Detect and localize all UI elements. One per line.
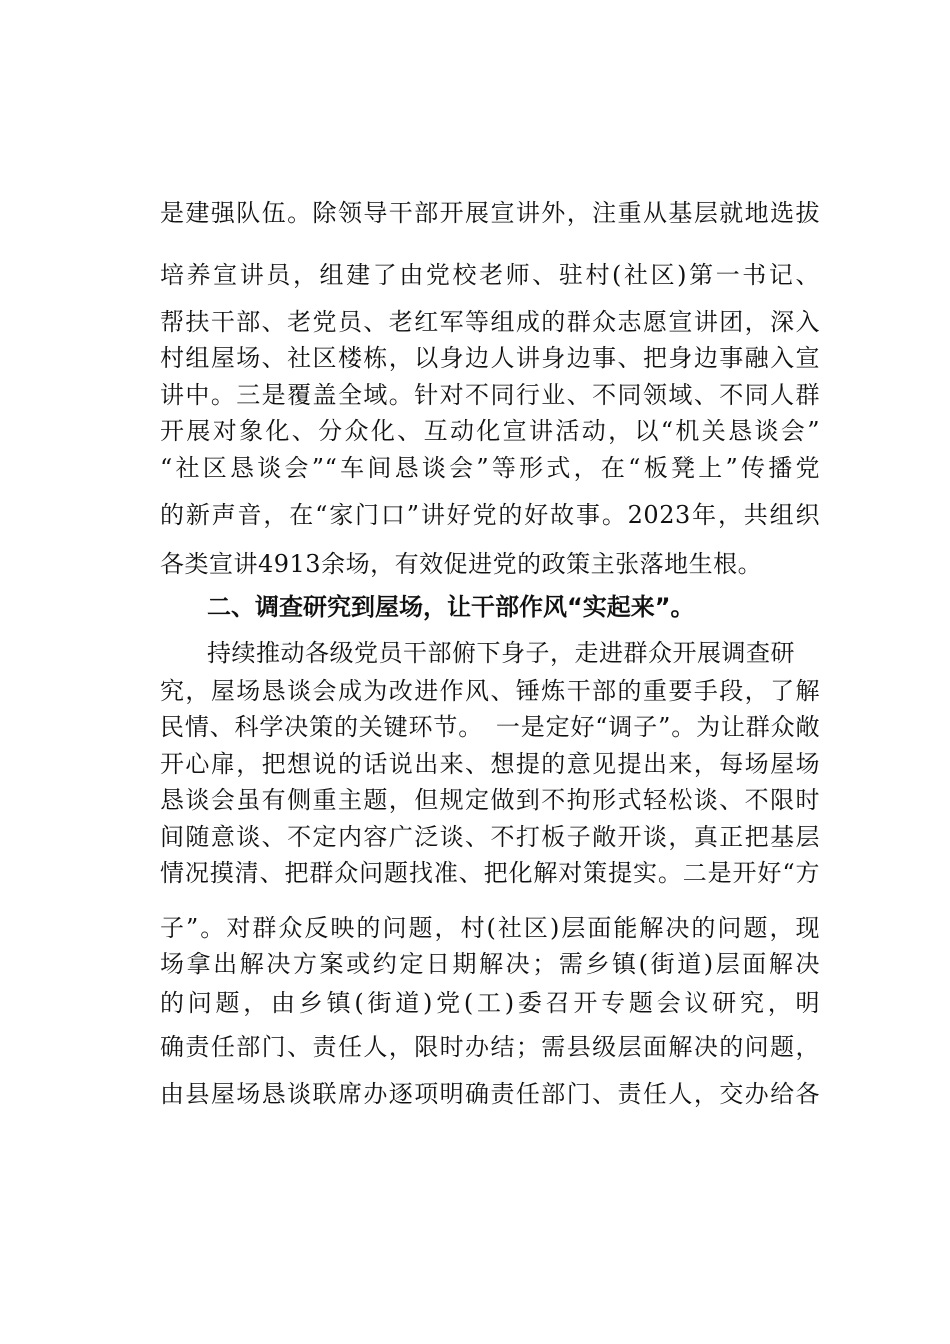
paragraph-line: 的问题，由乡镇(街道)党(工)委召开专题会议研究，明 xyxy=(160,989,820,1017)
paragraph-line: 场拿出解决方案或约定日期解决；需乡镇(街道)层面解决 xyxy=(160,950,820,978)
paragraph-line: 开展对象化、分众化、互动化宣讲活动，以“机关恳谈会” xyxy=(160,417,820,445)
paragraph-line: 子”。对群众反映的问题，村(社区)层面能解决的问题，现 xyxy=(160,914,820,942)
paragraph-line: 究，屋场恳谈会成为改进作风、锤炼干部的重要手段，了解 xyxy=(160,677,820,705)
paragraph-line: 各类宣讲4913余场，有效促进党的政策主张落地生根。 xyxy=(160,550,763,578)
paragraph-line: 开心扉，把想说的话说出来、想提的意见提出来，每场屋场 xyxy=(160,750,820,778)
paragraph-line: 村组屋场、社区楼栋，以身边人讲身边事、把身边事融入宣 xyxy=(160,344,820,372)
paragraph-line: 确责任部门、责任人，限时办结；需县级层面解决的问题， xyxy=(160,1033,820,1061)
paragraph-line: 培养宣讲员，组建了由党校老师、驻村(社区)第一书记、 xyxy=(160,261,820,289)
paragraph-line: 民情、科学决策的关键环节。 一是定好“调子”。为让群众敞 xyxy=(160,713,820,741)
paragraph-line: 帮扶干部、老党员、老红军等组成的群众志愿宣讲团，深入 xyxy=(160,308,820,336)
paragraph-line: 是建强队伍。除领导干部开展宣讲外，注重从基层就地选拔 xyxy=(160,199,820,227)
paragraph-line: 情况摸清、把群众问题找准、把化解对策提实。二是开好“方 xyxy=(160,859,820,887)
paragraph-line: “社区恳谈会”“车间恳谈会”等形式，在“板凳上”传播党 xyxy=(160,454,820,482)
paragraph-line: 讲中。三是覆盖全域。针对不同行业、不同领域、不同人群 xyxy=(160,381,820,409)
paragraph-line: 恳谈会虽有侧重主题，但规定做到不拘形式轻松谈、不限时 xyxy=(160,786,820,814)
paragraph-line: 的新声音，在“家门口”讲好党的好故事。2023年，共组织 xyxy=(160,501,820,529)
paragraph-line: 间随意谈、不定内容广泛谈、不打板子敞开谈，真正把基层 xyxy=(160,823,820,851)
paragraph-line: 持续推动各级党员干部俯下身子，走进群众开展调查研 xyxy=(207,639,795,667)
section-heading: 二、调查研究到屋场，让干部作风“实起来”。 xyxy=(207,593,695,621)
paragraph-line: 由县屋场恳谈联席办逐项明确责任部门、责任人，交办给各 xyxy=(160,1080,820,1108)
